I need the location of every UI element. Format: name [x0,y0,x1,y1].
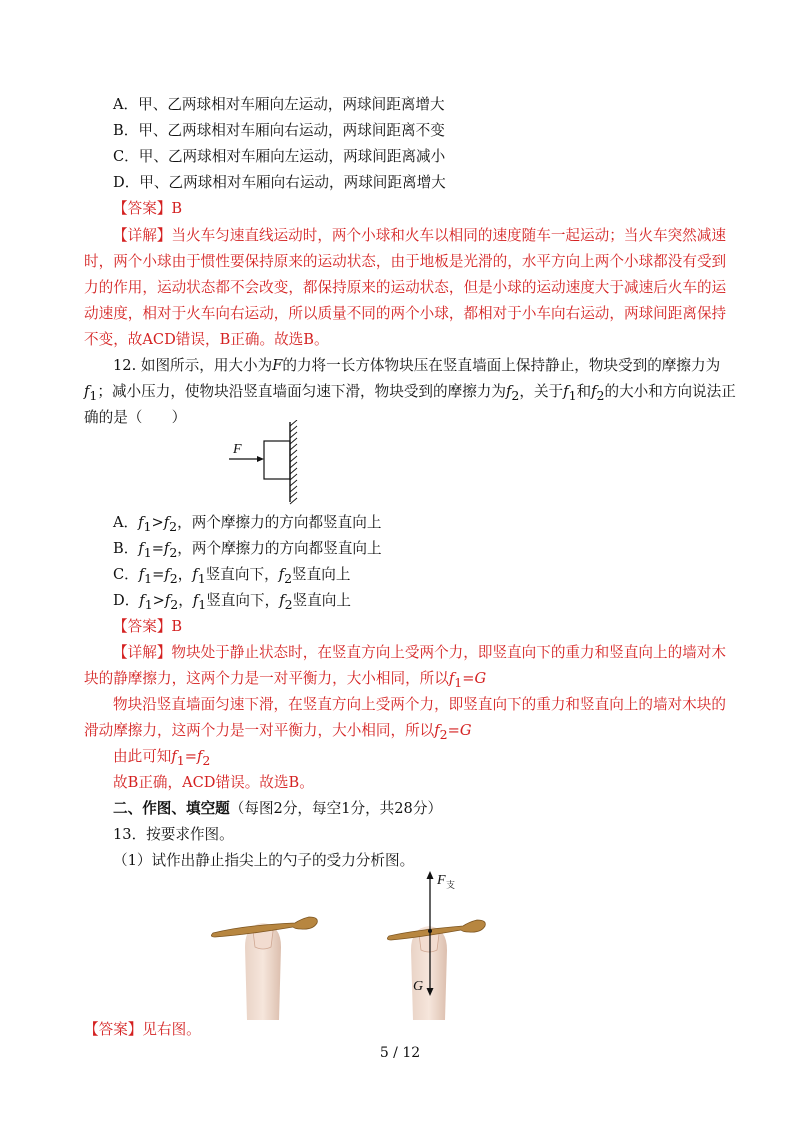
spoon-finger-figure [205,895,325,1020]
q12-stem-line-2: $f_1$；减小压力，使物块沿竖直墙面匀速下滑，物块受到的摩擦力为$f_2$，关于$f_1$和$f_2$的大小和方向说法正 [84,383,736,403]
section-heading: 二、作图、填空题（每图2分，每空1分，共28分） [113,800,443,817]
q12-option-a: A．$f_1>f_2$，两个摩擦力的方向都竖直向上 [113,514,382,534]
q12-detail-line: 【详解】物块处于静止状态时，在竖直方向上受两个力，即竖直向下的重力和竖直向上的墙对木 [113,644,726,661]
q12-detail-line: 滑动摩擦力，这两个力是一对平衡力，大小相同，所以$f_2=G$ [84,722,472,742]
q11-option-d: D．甲、乙两球相对车厢向右运动，两球间距离增大 [113,174,446,191]
force-arrow-head [257,456,264,462]
q12-option-d: D．$f_1>f_2$，$f_1$竖直向下，$f_2$竖直向上 [113,592,351,612]
force-point [428,929,432,933]
q12-detail-line: 由此可知$f_1=f_2$ [113,748,211,768]
q11-detail-line: 【详解】当火车匀速直线运动时，两个小球和火车以相同的速度随车一起运动；当火车突然减速 [113,227,726,244]
support-force-arrowhead [427,871,434,879]
force-label-f: F [233,442,242,457]
q11-option-a: A．甲、乙两球相对车厢向左运动，两球间距离增大 [113,96,445,113]
support-force-subscript: 支 [446,881,456,891]
q11-detail-line: 力的作用，运动状态都不会改变，都保持原来的运动状态，但是小球的运动速度大于减速后火车的运 [84,279,727,296]
q12-answer: 【答案】B [113,618,183,635]
q11-answer: 【答案】B [113,200,183,217]
gravity-label: G [413,979,424,994]
q12-option-c: C．$f_1=f_2$，$f_1$竖直向下，$f_2$竖直向上 [113,566,351,586]
spoon-force-figure [385,868,495,1020]
support-force-label: F [437,873,446,888]
block-wall-figure [225,420,305,505]
q13-sub1: （1）试作出静止指尖上的勺子的受力分析图。 [113,852,415,869]
q11-option-b: B．甲、乙两球相对车厢向右运动，两球间距离不变 [113,122,445,139]
page-number: 5 / 12 [379,1045,421,1061]
q12-stem-line-3: 确的是（ ） [84,409,187,426]
q11-detail-line: 动速度，相对于火车向右运动，所以质量不同的两个小球，都相对于小车向右运动，两球间距离保持 [84,305,727,322]
q13-stem: 13．按要求作图。 [113,826,234,843]
q11-detail-line: 不变，故ACD错误，B正确。故选B。 [84,331,329,348]
block [264,441,290,479]
q11-option-c: C．甲、乙两球相对车厢向左运动，两球间距离减小 [113,148,446,165]
q13-answer: 【答案】见右图。 [84,1021,201,1038]
q12-detail-line: 故B正确，ACD错误。故选B。 [113,774,314,791]
q12-option-b: B．$f_1=f_2$，两个摩擦力的方向都竖直向上 [113,540,382,560]
wall-hatching [290,420,297,504]
q12-stem-line-1: 12. 如图所示，用大小为F的力将一长方体物块压在竖直墙面上保持静止，物块受到的摩擦力为 [113,357,721,374]
q12-detail-line: 物块沿竖直墙面匀速下滑，在竖直方向上受两个力，即竖直向下的重力和竖直向上的墙对木块的 [113,696,726,713]
q12-detail-line: 块的静摩擦力，这两个力是一对平衡力，大小相同，所以$f_1=G$ [84,670,487,690]
q11-detail-line: 时，两个小球由于惯性要保持原来的运动状态，由于地板是光滑的，水平方向上两个小球都没有受到 [84,253,727,270]
